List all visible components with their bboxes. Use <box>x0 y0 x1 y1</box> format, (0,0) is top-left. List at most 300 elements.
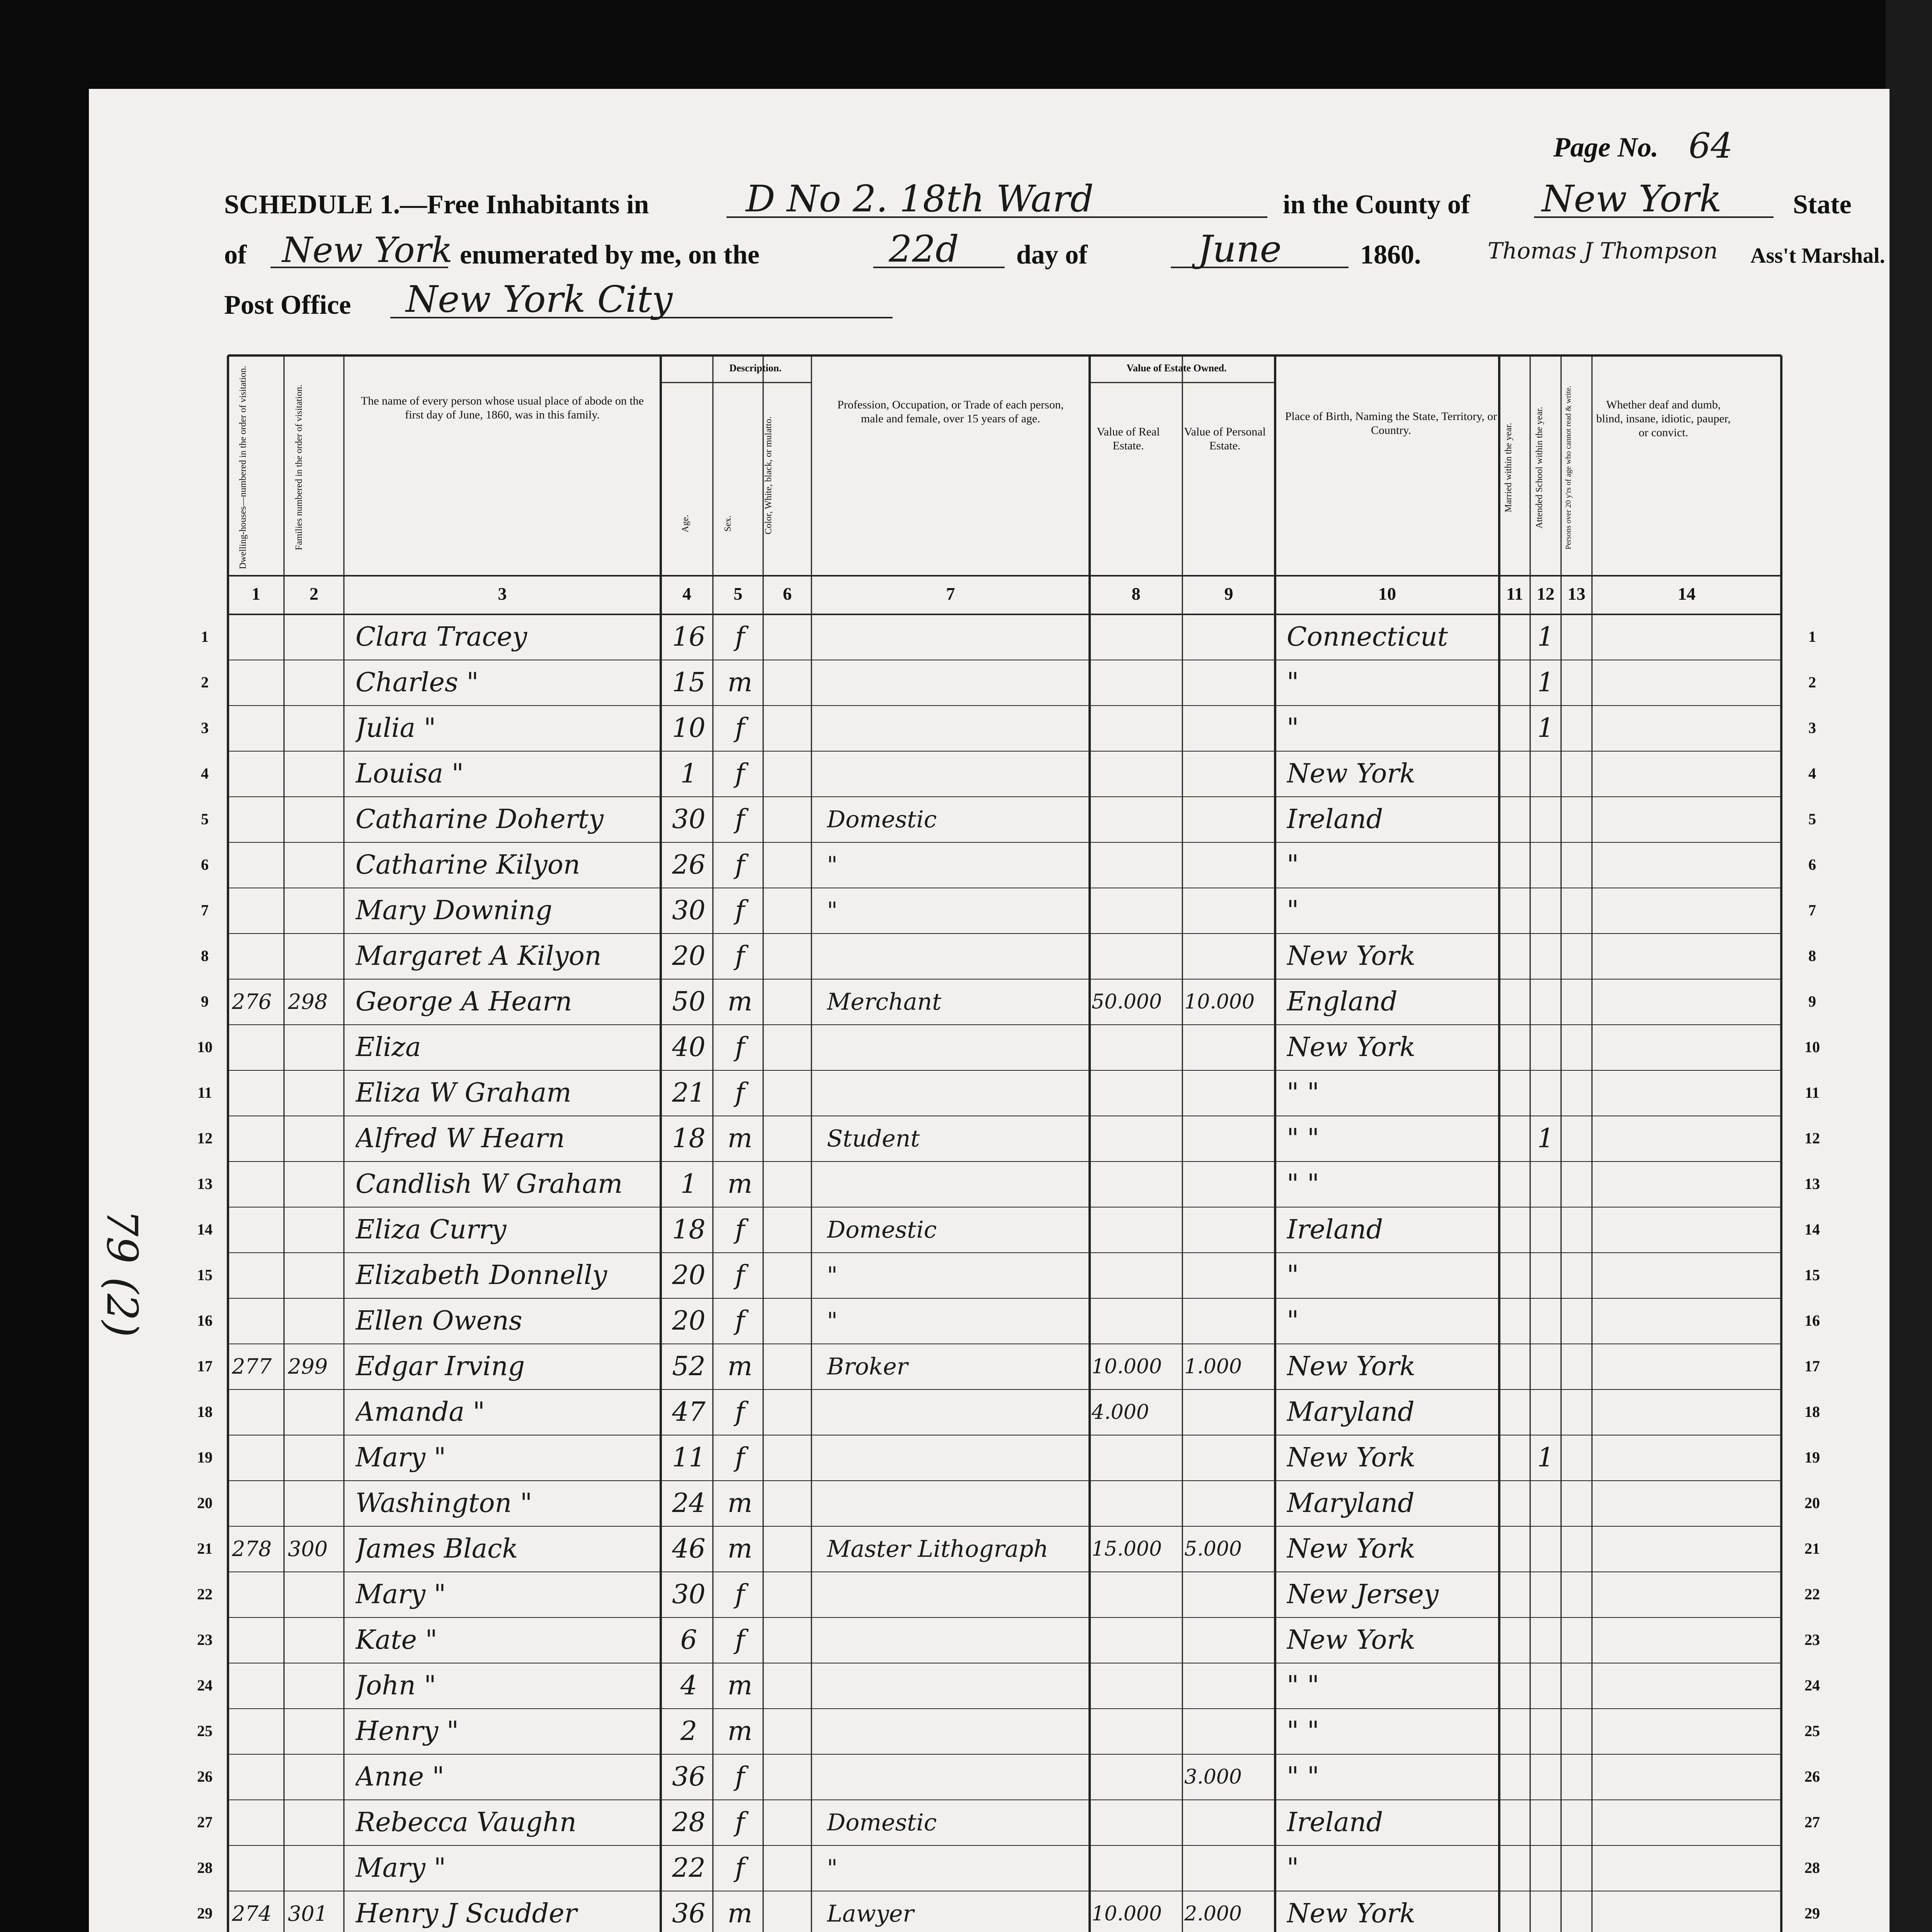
person-occupation <box>827 1167 1090 1202</box>
dwelling-number <box>232 1213 284 1247</box>
page-number-label: Page No. <box>1553 132 1658 163</box>
dwelling-number <box>232 1714 284 1749</box>
person-occupation <box>827 939 1090 974</box>
person-name: Edgar Irving <box>355 1351 525 1382</box>
real-estate-value: 50.000 <box>1092 990 1162 1014</box>
family-number <box>288 1213 344 1247</box>
person-sex: f <box>735 1625 745 1655</box>
person-sex: m <box>727 1488 753 1519</box>
birthplace: New York <box>1287 759 1416 789</box>
personal-estate-value <box>1184 1213 1275 1247</box>
line-number-right: 25 <box>1804 1722 1820 1740</box>
line-number-left: 27 <box>197 1813 213 1831</box>
dwelling-number: 274 <box>232 1901 272 1926</box>
col-school-header: Attended School within the year. <box>1534 406 1544 529</box>
real-estate-value <box>1092 665 1182 700</box>
person-occupation <box>827 665 1090 700</box>
person-sex: f <box>735 622 745 652</box>
person-sex: m <box>727 1898 753 1929</box>
school-mark <box>1532 848 1559 883</box>
personal-estate-value: 1.000 <box>1184 1355 1242 1378</box>
family-number <box>288 1851 344 1886</box>
birthplace: New York <box>1287 1898 1416 1929</box>
personal-estate-value <box>1184 1668 1275 1703</box>
person-occupation <box>827 1076 1090 1111</box>
personal-estate-value <box>1184 848 1275 883</box>
birthplace: New York <box>1287 1351 1416 1382</box>
real-estate-value <box>1092 893 1182 928</box>
real-estate-value: 10.000 <box>1092 1902 1162 1925</box>
person-sex: f <box>735 850 745 880</box>
column-number: 5 <box>733 584 743 604</box>
county-label: in the County of <box>1283 190 1470 219</box>
dwelling-number <box>232 1577 284 1612</box>
real-estate-value <box>1092 1577 1182 1612</box>
line-number-right: 15 <box>1804 1266 1820 1284</box>
line-number-left: 12 <box>197 1129 213 1147</box>
family-number: 298 <box>288 990 328 1014</box>
person-age: 47 <box>672 1397 706 1427</box>
family-number <box>288 1304 344 1338</box>
column-number: 13 <box>1568 584 1585 604</box>
column-number: 2 <box>310 584 318 604</box>
person-age: 36 <box>672 1898 706 1929</box>
col-dwelling-header: Dwelling-houses—numbered in the order of visitation. <box>238 366 248 570</box>
birthplace: Ireland <box>1287 1214 1383 1245</box>
margin-note: 79 (2) <box>97 1209 147 1337</box>
person-age: 4 <box>680 1670 697 1701</box>
person-name: Mary " <box>355 1442 446 1473</box>
personal-estate-value <box>1184 1076 1275 1111</box>
dwelling-number <box>232 1486 284 1521</box>
col-illiterate-header: Persons over 20 y'rs of age who cannot read & write. <box>1564 385 1573 550</box>
school-mark <box>1532 1213 1559 1247</box>
person-sex: m <box>727 1716 753 1747</box>
person-name: Margaret A Kilyon <box>355 941 602 971</box>
person-name: Eliza W Graham <box>355 1078 571 1108</box>
person-name: Washington " <box>355 1488 532 1519</box>
line-number-left: 6 <box>201 856 209 873</box>
person-sex: m <box>727 1534 753 1564</box>
person-occupation <box>827 1486 1090 1521</box>
line-number-right: 17 <box>1804 1357 1820 1375</box>
person-name: Henry " <box>355 1716 459 1747</box>
personal-estate-value <box>1184 1395 1275 1430</box>
family-number <box>288 620 344 655</box>
line-number-right: 27 <box>1804 1813 1820 1831</box>
personal-estate-value <box>1184 1258 1275 1293</box>
dwelling-number <box>232 711 284 746</box>
personal-estate-value <box>1184 1030 1275 1065</box>
person-sex: f <box>735 1853 745 1883</box>
person-name: Julia " <box>355 713 436 743</box>
line-number-left: 25 <box>197 1722 213 1740</box>
school-mark <box>1532 1805 1559 1840</box>
line-number-right: 12 <box>1804 1129 1820 1147</box>
dwelling-number <box>232 893 284 928</box>
dwelling-number <box>232 1121 284 1156</box>
person-age: 24 <box>672 1488 706 1519</box>
personal-estate-value <box>1184 1623 1275 1658</box>
personal-estate-value <box>1184 1304 1275 1338</box>
school-mark <box>1532 893 1559 928</box>
description-header: Description. <box>729 362 782 374</box>
person-occupation: Domestic <box>827 806 937 833</box>
dwelling-number <box>232 1760 284 1794</box>
line-number-left: 5 <box>201 810 209 828</box>
school-mark <box>1532 1668 1559 1703</box>
person-occupation <box>827 1668 1090 1703</box>
birthplace: " <box>1287 850 1299 880</box>
family-number <box>288 893 344 928</box>
person-occupation: Merchant <box>827 988 942 1015</box>
person-name: John " <box>355 1670 436 1701</box>
person-name: Louisa " <box>355 759 464 789</box>
person-age: 21 <box>672 1078 706 1108</box>
personal-estate-value <box>1184 1577 1275 1612</box>
person-sex: m <box>727 1670 753 1701</box>
person-sex: f <box>735 804 745 835</box>
dwelling-number: 276 <box>232 990 272 1014</box>
school-mark <box>1532 1076 1559 1111</box>
personal-estate-value: 3.000 <box>1184 1765 1242 1789</box>
line-number-right: 28 <box>1804 1859 1820 1876</box>
marshal-label: Ass't Marshal. <box>1750 244 1885 268</box>
scan-edge <box>1886 0 1932 1932</box>
person-name: George A Hearn <box>355 986 572 1017</box>
line-number-left: 16 <box>197 1312 213 1329</box>
person-name: Anne " <box>355 1762 444 1792</box>
person-occupation: " <box>827 1262 838 1289</box>
person-sex: m <box>727 1351 753 1382</box>
dwelling-number <box>232 665 284 700</box>
real-estate-value <box>1092 1486 1182 1521</box>
column-number: 11 <box>1506 584 1523 604</box>
of-label: of <box>224 240 247 270</box>
personal-estate-value <box>1184 1851 1275 1886</box>
line-number-left: 24 <box>197 1677 213 1694</box>
school-mark <box>1532 802 1559 837</box>
personal-estate-value <box>1184 1486 1275 1521</box>
personal-estate-value <box>1184 802 1275 837</box>
personal-estate-value <box>1184 893 1275 928</box>
line-number-left: 11 <box>197 1084 212 1101</box>
line-number-right: 29 <box>1804 1905 1820 1922</box>
family-number <box>288 1486 344 1521</box>
line-number-left: 28 <box>197 1859 213 1876</box>
person-sex: m <box>727 1169 753 1199</box>
col-name-header: The name of every person whose usual place of abode on the first day of June, 1860, was in this family. <box>361 395 644 421</box>
column-number: 10 <box>1378 584 1396 604</box>
line-number-left: 29 <box>197 1905 213 1922</box>
school-mark <box>1532 939 1559 974</box>
line-number-left: 8 <box>201 947 209 964</box>
family-number <box>288 1805 344 1840</box>
line-number-right: 5 <box>1808 810 1816 828</box>
person-age: 11 <box>672 1442 706 1473</box>
line-number-right: 8 <box>1808 947 1816 964</box>
real-estate-value <box>1092 1440 1182 1475</box>
personal-estate-value: 10.000 <box>1184 990 1255 1014</box>
col-married-header: Married within the year. <box>1503 423 1514 512</box>
dwelling-number <box>232 1851 284 1886</box>
line-number-left: 20 <box>197 1494 213 1512</box>
person-age: 20 <box>672 1260 706 1291</box>
birthplace: Connecticut <box>1287 622 1448 652</box>
birthplace: New Jersey <box>1287 1579 1439 1610</box>
real-estate-value <box>1092 1213 1182 1247</box>
person-occupation: Broker <box>827 1353 908 1380</box>
school-mark <box>1532 1258 1559 1293</box>
page-number: 64 <box>1689 126 1733 166</box>
person-occupation <box>827 1440 1090 1475</box>
person-name: Eliza Curry <box>355 1214 507 1245</box>
person-name: Amanda " <box>355 1397 485 1427</box>
person-occupation: " <box>827 897 838 924</box>
line-number-left: 9 <box>201 993 209 1010</box>
person-occupation: Lawyer <box>827 1900 914 1927</box>
real-estate-value <box>1092 1760 1182 1794</box>
personal-estate-value: 2.000 <box>1184 1902 1242 1925</box>
enumeration-district: D No 2. 18th Ward <box>746 178 1094 220</box>
family-number <box>288 1714 344 1749</box>
line-number-left: 10 <box>197 1038 213 1056</box>
birthplace: " " <box>1287 1169 1320 1199</box>
line-number-right: 24 <box>1804 1677 1820 1694</box>
person-name: Charles " <box>355 667 479 698</box>
col-personal-estate-header: Value of Personal Estate. <box>1184 425 1266 452</box>
person-occupation <box>827 1623 1090 1658</box>
birthplace: " " <box>1287 1762 1320 1792</box>
line-number-right: 21 <box>1804 1540 1820 1557</box>
estate-header: Value of Estate Owned. <box>1126 362 1227 374</box>
line-number-right: 1 <box>1808 628 1816 645</box>
post-office-value: New York City <box>406 278 673 321</box>
person-age: 18 <box>672 1123 706 1154</box>
real-estate-value <box>1092 1668 1182 1703</box>
line-number-left: 23 <box>197 1631 213 1648</box>
person-age: 1 <box>680 1169 697 1199</box>
day-of-label: day of <box>1016 240 1088 270</box>
dwelling-number: 277 <box>232 1354 272 1379</box>
real-estate-value: 15.000 <box>1092 1537 1162 1561</box>
school-mark: 1 <box>1537 713 1554 743</box>
column-number: 14 <box>1678 584 1696 604</box>
line-number-right: 2 <box>1808 673 1816 691</box>
marshal-name: Thomas J Thompson <box>1488 238 1718 264</box>
line-number-left: 13 <box>197 1175 213 1192</box>
county-value: New York <box>1542 178 1722 220</box>
school-mark <box>1532 1167 1559 1202</box>
person-sex: f <box>735 1260 745 1291</box>
state-value: New York <box>282 230 452 270</box>
column-number: 12 <box>1537 584 1554 604</box>
family-number: 300 <box>288 1537 328 1561</box>
school-mark <box>1532 1532 1559 1566</box>
person-occupation <box>827 757 1090 791</box>
school-mark <box>1532 1349 1559 1384</box>
person-age: 1 <box>680 759 697 789</box>
school-mark: 1 <box>1537 1442 1554 1473</box>
real-estate-value <box>1092 711 1182 746</box>
person-age: 18 <box>672 1214 706 1245</box>
school-mark <box>1532 1851 1559 1886</box>
school-mark: 1 <box>1537 667 1554 698</box>
line-number-right: 3 <box>1808 719 1816 736</box>
person-sex: m <box>727 1123 753 1154</box>
birthplace: England <box>1287 986 1398 1017</box>
post-office-label: Post Office <box>224 290 351 320</box>
col-sex-header: Sex. <box>723 515 733 532</box>
school-mark <box>1532 985 1559 1019</box>
dwelling-number <box>232 1076 284 1111</box>
person-age: 26 <box>672 850 706 880</box>
real-estate-value <box>1092 848 1182 883</box>
person-sex: f <box>735 1306 745 1336</box>
dwelling-number: 278 <box>232 1537 272 1561</box>
line-number-right: 4 <box>1808 765 1816 782</box>
real-estate-value <box>1092 1851 1182 1886</box>
person-age: 52 <box>672 1351 706 1382</box>
person-name: Eliza <box>355 1032 421 1063</box>
person-occupation: " <box>827 1308 838 1335</box>
col-real-estate-header: Value of Real Estate. <box>1097 425 1160 452</box>
dwelling-number <box>232 1030 284 1065</box>
family-number <box>288 757 344 791</box>
person-sex: f <box>735 1214 745 1245</box>
line-number-right: 10 <box>1804 1038 1820 1056</box>
person-age: 40 <box>672 1032 706 1063</box>
family-number <box>288 1076 344 1111</box>
person-age: 22 <box>672 1853 706 1883</box>
person-sex: f <box>735 1442 745 1473</box>
person-name: Mary " <box>355 1853 446 1883</box>
line-number-right: 23 <box>1804 1631 1820 1648</box>
column-number: 1 <box>252 584 260 604</box>
person-sex: m <box>727 667 753 698</box>
dwelling-number <box>232 1167 284 1202</box>
person-sex: f <box>735 1397 745 1427</box>
real-estate-value <box>1092 1623 1182 1658</box>
family-number <box>288 711 344 746</box>
enumeration-month: June <box>1198 228 1282 270</box>
line-number-left: 3 <box>201 719 209 736</box>
dwelling-number <box>232 1440 284 1475</box>
school-mark <box>1532 1714 1559 1749</box>
personal-estate-value <box>1184 1440 1275 1475</box>
person-age: 20 <box>672 1306 706 1336</box>
person-name: Alfred W Hearn <box>355 1123 565 1154</box>
person-age: 16 <box>672 622 706 652</box>
line-number-left: 7 <box>201 901 209 919</box>
family-number <box>288 1623 344 1658</box>
personal-estate-value <box>1184 620 1275 655</box>
line-number-left: 4 <box>201 765 209 782</box>
dwelling-number <box>232 1623 284 1658</box>
real-estate-value <box>1092 757 1182 791</box>
person-sex: f <box>735 895 745 926</box>
col-age-header: Age. <box>680 515 690 532</box>
birthplace: Maryland <box>1287 1488 1415 1519</box>
line-number-right: 18 <box>1804 1403 1820 1420</box>
person-age: 10 <box>672 713 706 743</box>
person-name: Ellen Owens <box>355 1306 522 1336</box>
person-sex: f <box>735 1762 745 1792</box>
personal-estate-value <box>1184 757 1275 791</box>
person-age: 30 <box>672 895 706 926</box>
person-occupation: " <box>827 852 838 879</box>
birthplace: " <box>1287 667 1299 698</box>
census-sheet <box>89 89 1889 1932</box>
family-number <box>288 802 344 837</box>
school-mark <box>1532 1486 1559 1521</box>
person-age: 36 <box>672 1762 706 1792</box>
line-number-left: 15 <box>197 1266 213 1284</box>
real-estate-value <box>1092 1030 1182 1065</box>
family-number <box>288 1167 344 1202</box>
family-number <box>288 1121 344 1156</box>
person-occupation <box>827 1030 1090 1065</box>
person-sex: f <box>735 1579 745 1610</box>
line-number-left: 2 <box>201 673 209 691</box>
dwelling-number <box>232 1668 284 1703</box>
person-occupation <box>827 1714 1090 1749</box>
col-occupation-header: Profession, Occupation, or Trade of each person, male and female, over 15 years of age. <box>837 398 1064 425</box>
enumerated-label: enumerated by me, on the <box>460 240 760 270</box>
birthplace: Ireland <box>1287 1807 1383 1838</box>
birthplace: New York <box>1287 1625 1416 1655</box>
dwelling-number <box>232 802 284 837</box>
dwelling-number <box>232 939 284 974</box>
line-number-right: 9 <box>1808 993 1816 1010</box>
school-mark <box>1532 757 1559 791</box>
line-number-right: 16 <box>1804 1312 1820 1329</box>
personal-estate-value <box>1184 665 1275 700</box>
birthplace: New York <box>1287 1032 1416 1063</box>
personal-estate-value <box>1184 711 1275 746</box>
personal-estate-value <box>1184 1167 1275 1202</box>
birthplace: " <box>1287 713 1299 743</box>
birthplace: " <box>1287 1306 1299 1336</box>
line-number-right: 6 <box>1808 856 1816 873</box>
family-number <box>288 1668 344 1703</box>
column-number: 4 <box>682 584 691 604</box>
school-mark <box>1532 1304 1559 1338</box>
schedule-title: SCHEDULE 1.—Free Inhabitants in <box>224 190 649 219</box>
person-name: Henry J Scudder <box>355 1898 577 1929</box>
column-number: 7 <box>946 584 955 604</box>
person-occupation: " <box>827 1855 838 1882</box>
line-number-right: 13 <box>1804 1175 1820 1192</box>
person-age: 2 <box>680 1716 697 1747</box>
col-color-header: Color, White, black, or mulatto. <box>764 416 774 534</box>
person-age: 15 <box>672 667 706 698</box>
school-mark <box>1532 1577 1559 1612</box>
school-mark <box>1532 1623 1559 1658</box>
personal-estate-value <box>1184 1805 1275 1840</box>
line-number-right: 11 <box>1805 1084 1820 1101</box>
person-name: Candlish W Graham <box>355 1169 623 1199</box>
family-number <box>288 848 344 883</box>
school-mark <box>1532 1760 1559 1794</box>
real-estate-value <box>1092 939 1182 974</box>
family-number <box>288 1760 344 1794</box>
person-name: Mary Downing <box>355 895 553 926</box>
family-number: 299 <box>288 1354 328 1379</box>
person-sex: f <box>735 1807 745 1838</box>
real-estate-value <box>1092 620 1182 655</box>
person-name: Catharine Kilyon <box>355 850 580 880</box>
